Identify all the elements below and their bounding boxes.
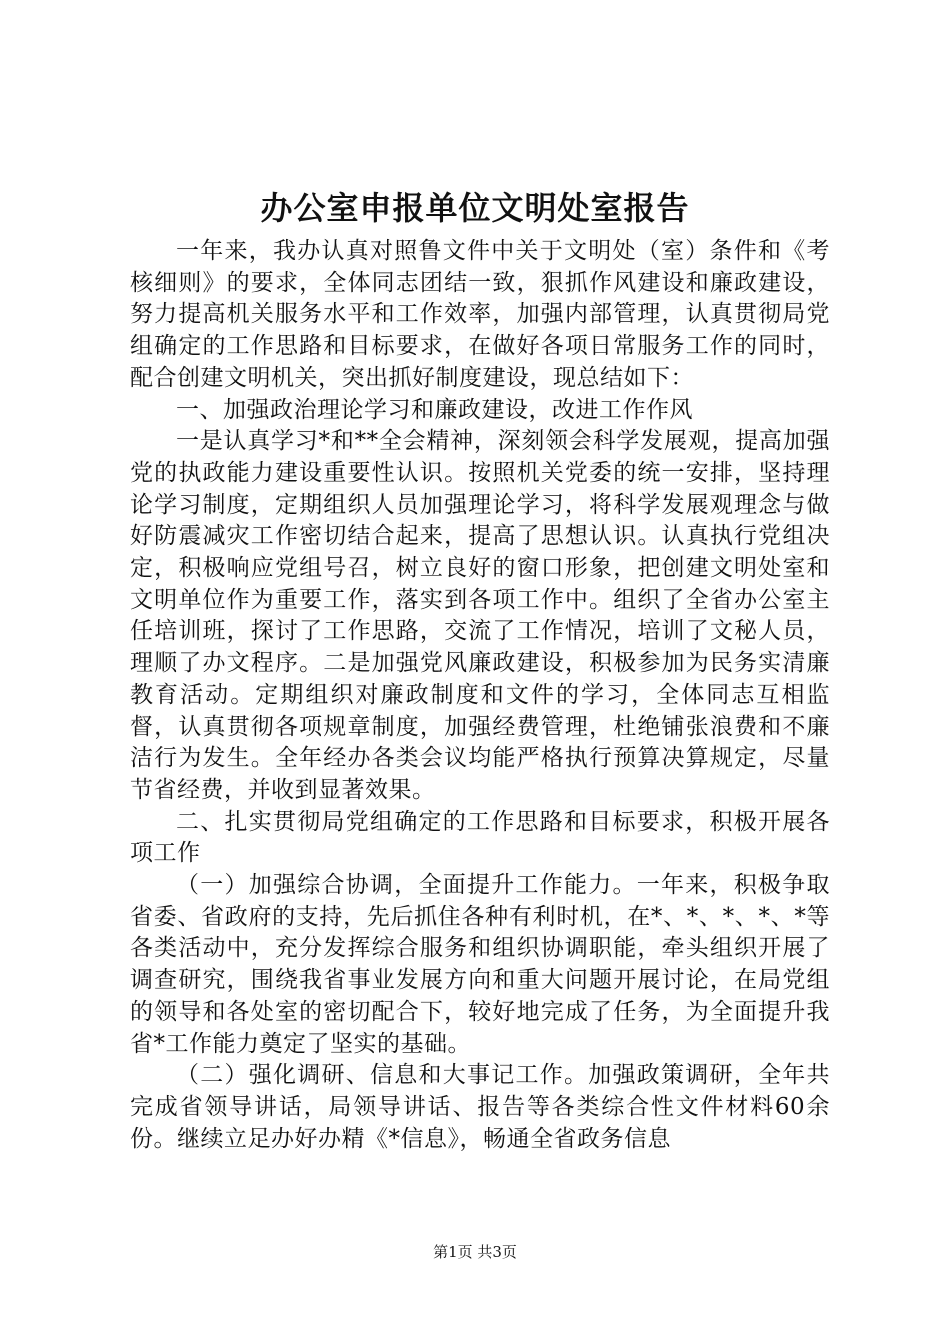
section-heading-2: 二、扎实贯彻局党组确定的工作思路和目标要求，积极开展各项工作 xyxy=(130,808,830,867)
paragraph-section-1: 一是认真学习*和**全会精神，深刻领会科学发展观，提高加强党的执政能力建设重要性认识。按照机关党委的统一安排，坚持理论学习制度，定期组织人员加强理论学习，将科学发展观理念与做好防震减灾工作密切结合起来，提高了思想认识。认真执行党组决定，积极响应党组号召，树立良好的窗口形象，把创建文明处室和文明单位作为重要工作，落实到各项工作中。组织了全省办公室主任培训班，探讨了工作思路，交流了工作情况，培训了文秘人员，理顺了办文程序。二是加强党风廉政建设，积极参加为民务实清廉教育活动。定期组织对廉政制度和文件的学习，全体同志互相监督，认真贯彻各项规章制度，加强经费管理，杜绝铺张浪费和不廉洁行为发生。全年经办各类会议均能严格执行预算决算规定，尽量节省经费，并收到显著效果。 xyxy=(130,428,830,803)
document-title: 办公室申报单位文明处室报告 xyxy=(260,189,690,227)
section-heading-1: 一、加强政治理论学习和廉政建设，改进工作作风 xyxy=(176,396,693,423)
paragraph-subsection-2: （二）强化调研、信息和大事记工作。加强政策调研，全年共完成省领导讲话，局领导讲话、报告等各类综合性文件材料60余份。继续立足办好办精《*信息》，畅通全省政务信息 xyxy=(130,1062,830,1152)
page-footer: 第1页 共3页 xyxy=(433,1243,517,1261)
paragraph-subsection-1: （一）加强综合协调，全面提升工作能力。一年来，积极争取省委、省政府的支持，先后抓住各种有利时机，在*、*、*、*、*等各类活动中，充分发挥综合服务和组织协调职能，牵头组织开展了调查研究，围绕我省事业发展方向和重大问题开展讨论，在局党组的领导和各处室的密切配合下，较好地完成了任务，为全面提升我省*工作能力奠定了坚实的基础。 xyxy=(130,872,831,1057)
document-body xyxy=(130,236,830,1155)
paragraph-intro: 一年来，我办认真对照鲁文件中关于文明处（室）条件和《考核细则》的要求，全体同志团结一致，狠抓作风建设和廉政建设，努力提高机关服务水平和工作效率，加强内部管理，认真贯彻局党组确定的工作思路和目标要求，在做好各项日常服务工作的同时，配合创建文明机关，突出抓好制度建设，现总结如下： xyxy=(130,238,830,391)
